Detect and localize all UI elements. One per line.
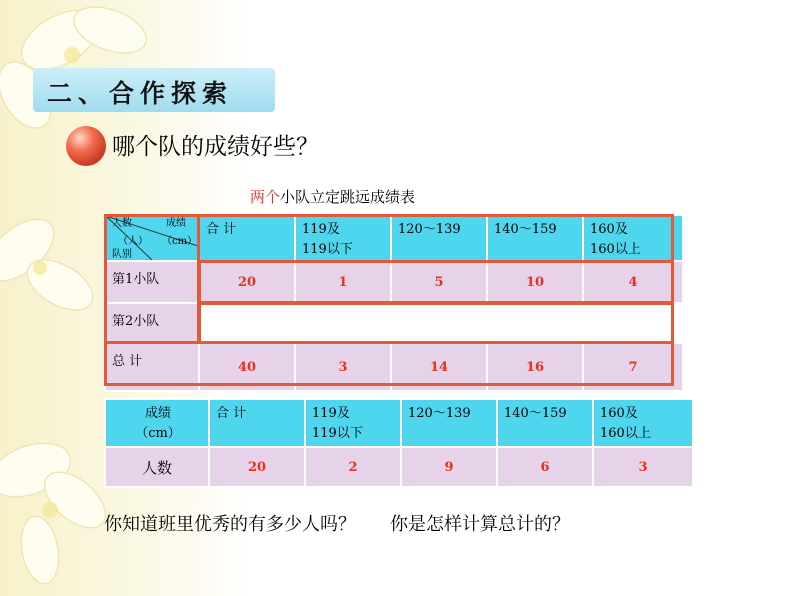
table-row — [106, 262, 682, 302]
team1-120-139: 5 — [392, 262, 486, 302]
t2-140-159: 6 — [498, 448, 592, 486]
t2-header-140-159: 140～159 — [498, 400, 592, 446]
question-how-total: 你是怎样计算总计的？ — [390, 514, 570, 535]
total-120-139: 14 — [392, 344, 486, 390]
corner-mid-right: （cm） — [162, 236, 198, 247]
team1-160-above: 4 — [584, 262, 682, 302]
team1-119-below: 1 — [296, 262, 390, 302]
bottom-questions — [104, 510, 570, 536]
total-140-159: 16 — [488, 344, 582, 390]
caption-red-part: 两个 — [250, 188, 281, 206]
caption-rest: 小队立定跳远成绩表 — [280, 188, 416, 206]
section-banner — [33, 68, 275, 112]
t2-header-total: 合 计 — [210, 400, 304, 446]
table2-corner-cell: 成绩 （cm） — [106, 400, 208, 446]
row-label-total: 总 计 — [106, 344, 198, 390]
total-total: 40 — [200, 344, 294, 390]
total-160-above: 7 — [584, 344, 682, 390]
table-row — [106, 304, 682, 342]
bullet-ball-icon — [66, 126, 106, 166]
section-title: 二、合作探索 — [47, 79, 234, 108]
corner-top-right: 成绩 — [166, 218, 186, 229]
row-label-team2: 第2小队 — [106, 304, 198, 342]
t2-header-119-below: 119及 119以下 — [306, 400, 400, 446]
corner-bottom: 队别 — [112, 249, 132, 260]
total-119-below: 3 — [296, 344, 390, 390]
team2-empty-cell — [200, 304, 682, 342]
t2-119-below: 2 — [306, 448, 400, 486]
t2-header-120-139: 120～139 — [402, 400, 496, 446]
header-120-139: 120～139 — [392, 216, 486, 260]
team1-140-159: 10 — [488, 262, 582, 302]
score-table-1 — [104, 214, 684, 392]
table-caption — [250, 186, 415, 207]
t2-160-above: 3 — [594, 448, 692, 486]
header-160-above: 160及 160以上 — [584, 216, 682, 260]
row-label-team1: 第1小队 — [106, 262, 198, 302]
question-text: 哪个队的成绩好些？ — [112, 134, 319, 160]
t2-120-139: 9 — [402, 448, 496, 486]
header-119-below: 119及 119以下 — [296, 216, 390, 260]
table1-corner-cell — [106, 216, 198, 260]
score-table-2 — [104, 398, 694, 488]
header-140-159: 140～159 — [488, 216, 582, 260]
corner-top-left: 人数 — [112, 218, 132, 229]
corner-mid-left: （人） — [118, 236, 148, 247]
t2-total: 20 — [210, 448, 304, 486]
t2-row-label: 人数 — [106, 448, 208, 486]
table-row — [106, 448, 692, 486]
question-excellent-count: 你知道班里优秀的有多少人吗？ — [104, 514, 356, 535]
table-row — [106, 344, 682, 390]
header-total: 合 计 — [200, 216, 294, 260]
t2-header-160-above: 160及 160以上 — [594, 400, 692, 446]
team1-total: 20 — [200, 262, 294, 302]
